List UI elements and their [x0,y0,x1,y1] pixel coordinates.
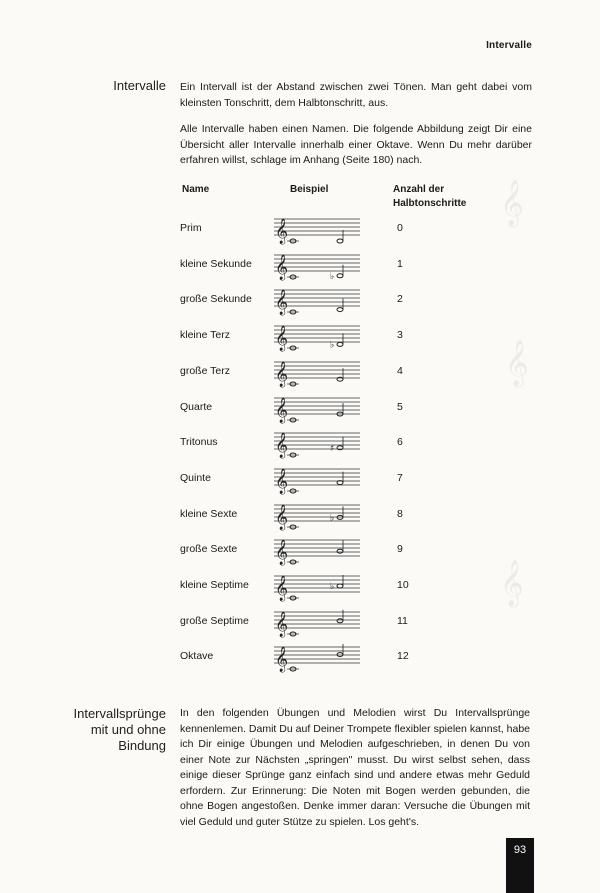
treble-clef-icon: 𝄞 [275,469,289,494]
running-header: Intervalle [486,40,532,51]
interval-name: Tritonus [180,436,218,448]
staff-example [272,537,362,567]
overview-paragraph: Alle Intervalle haben einen Namen. Die folgende Abbildung zeigt Dir eine Übersicht aller Intervalle innerhalb einer Oktave. Wenn Du mehr darüber erfahren willst, schlage im Anhang (Seite 180) nach. [180,123,532,166]
section-title-line1: Intervallsprünge [73,706,166,721]
treble-clef-icon: 𝄞 [275,540,289,565]
interval-name: kleine Sekunde [180,258,252,270]
interval-semitones: 10 [397,579,409,591]
page-number-tab [506,838,534,893]
column-header-name: Name [182,184,210,195]
treble-clef-icon: 𝄞 [275,290,289,315]
interval-semitones: 12 [397,650,409,662]
interval-name: kleine Sexte [180,508,238,520]
flat-icon: ♭ [330,340,335,351]
bleed-through-clef: 𝄞 [500,180,524,226]
page-number: 93 [513,844,527,856]
intro-paragraph: Ein Intervall ist der Abstand zwischen zwei Tönen. Man geht dabei vom kleinsten Tonschritt, dem Halbtonschritt, aus. [180,81,532,109]
staff-example [272,466,362,496]
staff-example [272,323,362,353]
interval-name: kleine Septime [180,579,249,591]
staff-example [272,216,362,246]
section-title-line2: mit und ohne Bindung [90,722,166,753]
interval-semitones: 1 [397,258,403,270]
interval-name: große Sekunde [180,293,252,305]
treble-clef-icon: 𝄞 [275,398,289,423]
treble-clef-icon: 𝄞 [275,505,289,530]
section-title-intervallspruenge [40,706,166,754]
treble-clef-icon: 𝄞 [275,576,289,601]
note-head [337,342,343,346]
note-head [337,239,343,243]
interval-semitones: 7 [397,472,403,484]
interval-name: große Sexte [180,543,238,555]
interval-semitones: 6 [397,436,403,448]
staff-example [272,573,362,603]
treble-clef-icon: 𝄞 [275,612,289,637]
interval-semitones: 8 [397,508,403,520]
exercise-paragraph: In den folgenden Übungen und Melodien wirst Du Intervallsprünge kennenlemen. Damit Du auf Deiner Trompete flexibler spielen kannst, habe ich Dir einige Übungen und Melodien aufgeschrieben, in denen Du von einer Note zur Nächsten „springen" musst. Du wirst selbst sehen, dass einige dieser Sprünge ganz einfach sind und andere etwas mehr Geduld erfordern. Zur Erinnerung: Die Noten mit Bogen werden gebunden, die ohne Bogen angestoßen. Denke immer daran: Versuche die Übungen mit viel Geduld und guter Stütze zu spielen. Los geht's. [180,707,530,828]
treble-clef-icon: 𝄞 [275,433,289,458]
staff-example [272,252,362,282]
interval-semitones: 3 [397,329,403,341]
section-title-intervalle: Intervalle [113,78,166,93]
note-head [337,515,343,519]
staff-example [272,359,362,389]
note-head [337,619,343,623]
interval-name: große Terz [180,365,230,377]
staff-example [272,430,362,460]
column-header-steps-line1: Anzahl der [393,184,445,195]
flat-icon: ♭ [330,582,335,592]
staff-example [272,395,362,425]
interval-semitones: 5 [397,401,403,413]
treble-clef-icon: 𝄞 [275,647,289,672]
staff-example [272,644,362,674]
treble-clef-icon: 𝄞 [275,219,289,244]
staff-example [272,287,362,317]
sharp-icon: ♯ [330,443,335,454]
interval-semitones: 4 [397,365,403,377]
treble-clef-icon: 𝄞 [275,362,289,387]
note-head [337,653,343,657]
interval-name: Quarte [180,401,213,413]
column-header-steps-line2: Halbtonschritte [393,198,467,209]
column-header-steps [393,183,466,211]
interval-semitones: 9 [397,543,403,555]
flat-icon: ♭ [330,513,335,524]
interval-name: Oktave [180,650,214,662]
note-head [337,308,343,312]
interval-semitones: 11 [397,615,408,627]
note-head [337,274,343,278]
column-header-example: Beispiel [290,184,329,195]
interval-name: große Septime [180,615,249,627]
bleed-through-clef: 𝄞 [505,340,529,386]
interval-name: Prim [180,222,202,234]
flat-icon: ♭ [330,271,335,282]
note-head [337,549,343,553]
staff-example [272,609,362,639]
treble-clef-icon: 𝄞 [275,326,289,351]
interval-semitones: 2 [397,293,403,305]
interval-name: kleine Terz [180,329,230,341]
interval-semitones: 0 [397,222,403,234]
bleed-through-clef: 𝄞 [500,560,524,606]
interval-name: Quinte [180,472,211,484]
note-head [337,584,343,588]
staff-example [272,502,362,532]
treble-clef-icon: 𝄞 [275,255,289,280]
